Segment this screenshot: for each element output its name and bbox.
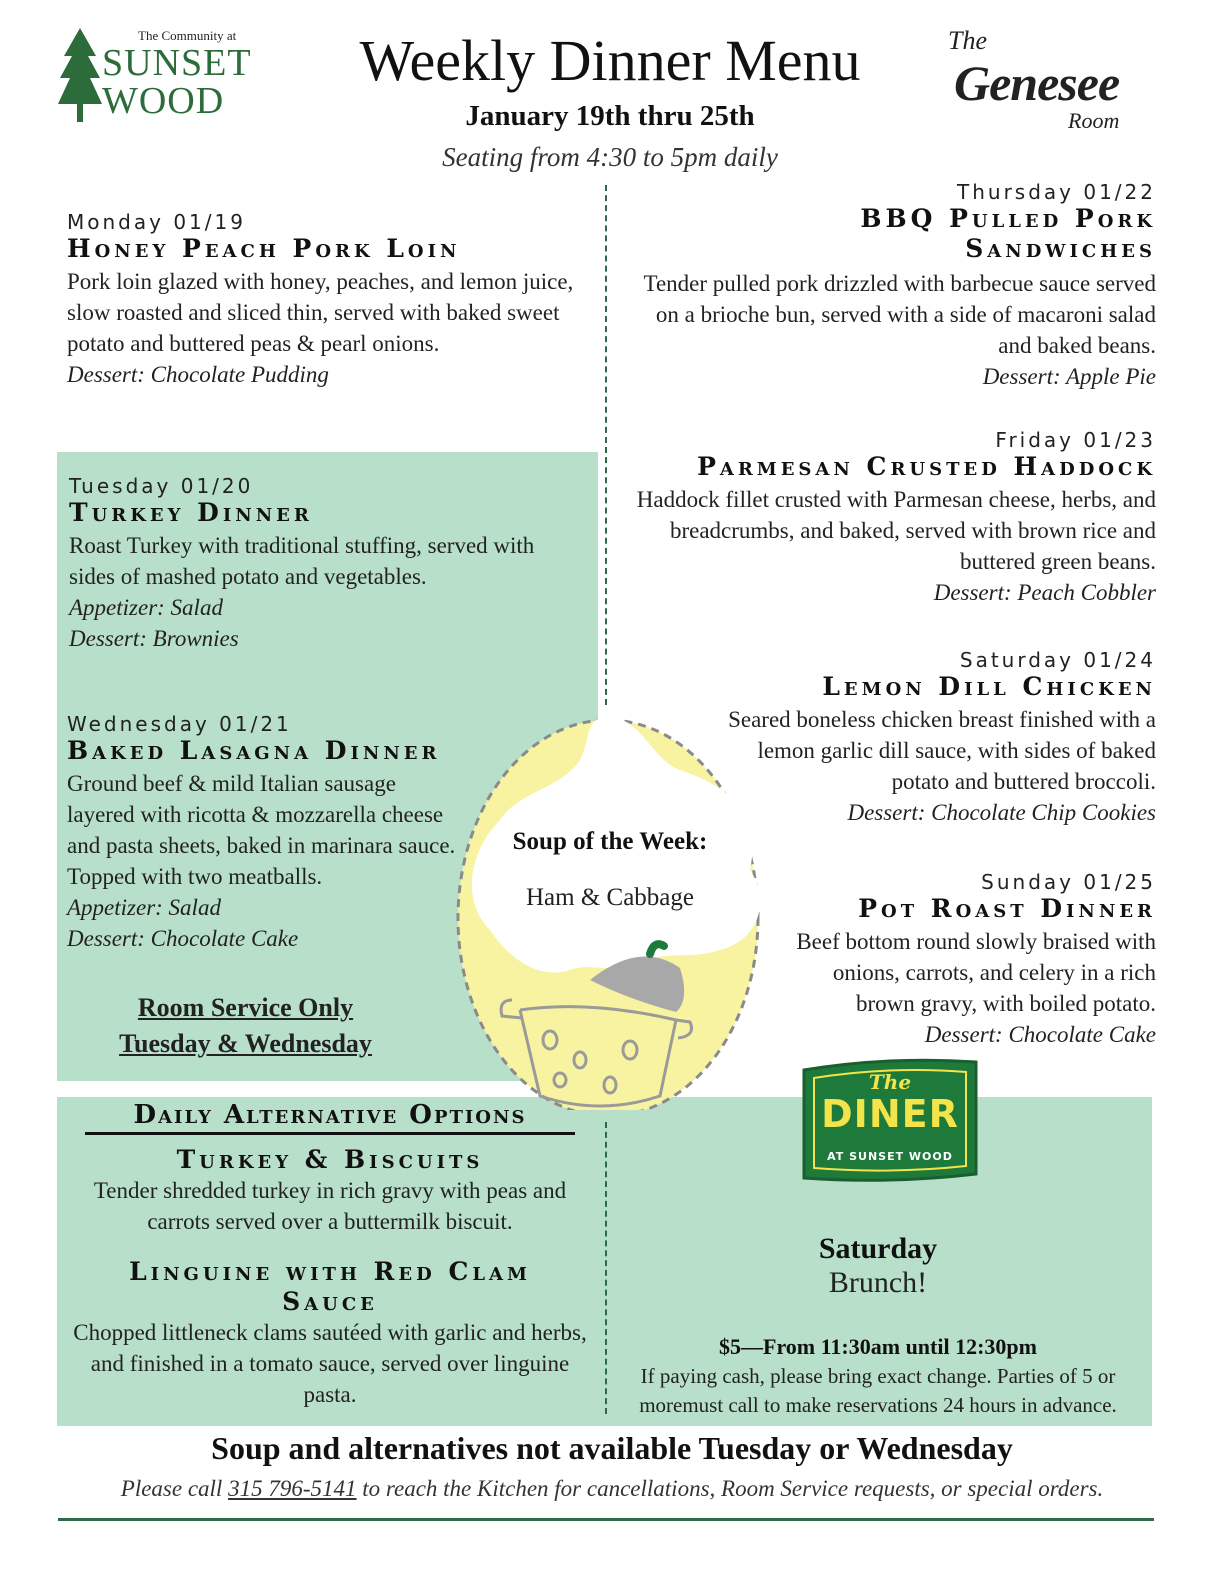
- room-service-note: [67, 990, 424, 1062]
- sunday-label: Sunday 01/25: [981, 870, 1156, 894]
- alt-item-1-name: Turkey & Biscuits: [176, 1145, 484, 1174]
- room-service-line1: Room Service Only: [137, 993, 354, 1022]
- date-range: January 19th thru 25th: [465, 100, 755, 132]
- logo-word-sunset: SUNSET: [102, 42, 252, 84]
- alternatives-title: Daily Alternative Options: [133, 1100, 527, 1130]
- thursday-label: Thursday 01/22: [957, 180, 1156, 204]
- thursday-dessert: Dessert: Apple Pie: [982, 364, 1156, 389]
- alternatives-block: [62, 1100, 598, 1410]
- footer-contact-post: to reach the Kitchen for cancellations, Room Service requests, or special orders.: [356, 1476, 1104, 1501]
- brunch-block: [620, 1232, 1136, 1420]
- wednesday-dessert: Dessert: Chocolate Cake: [67, 926, 299, 951]
- footer-rule: [58, 1518, 1154, 1521]
- alternatives-title-rule: [85, 1132, 575, 1135]
- monday-block: [67, 210, 587, 390]
- genesee-room-logo: [940, 26, 1140, 136]
- monday-description: Pork loin glazed with honey, peaches, and lemon juice, slow roasted and sliced thin, served with baked sweet potato and buttered peas & pearl onions.: [67, 269, 574, 356]
- friday-dish: Parmesan Crusted Haddock: [697, 452, 1156, 481]
- saturday-dessert: Dessert: Chocolate Chip Cookies: [847, 800, 1156, 825]
- logo-word-wood: WOOD: [102, 80, 225, 122]
- tuesday-dessert: Dessert: Brownies: [69, 626, 239, 651]
- monday-label: Monday 01/19: [67, 210, 246, 234]
- footer-contact-pre: Please call: [120, 1476, 229, 1501]
- tuesday-block: [69, 474, 579, 654]
- soup-name: Ham & Cabbage: [525, 884, 694, 911]
- thursday-description: Tender pulled pork drizzled with barbecue sauce served on a brioche bun, served with a side of macaroni salad and baked beans.: [643, 271, 1156, 358]
- thursday-block: [640, 180, 1156, 392]
- logo-tagline: The Community at: [138, 28, 237, 43]
- saturday-label: Saturday 01/24: [959, 648, 1156, 672]
- brunch-note: If paying cash, please bring exact change. Parties of 5 or moremust call to make reservations 24 hours in advance.: [639, 1364, 1117, 1417]
- tree-icon: [58, 26, 102, 126]
- brunch-price: $5—From 11:30am until 12:30pm: [719, 1334, 1037, 1359]
- soup-title: Soup of the Week:: [512, 828, 708, 855]
- diner-logo: [800, 1056, 980, 1186]
- tuesday-label: Tuesday 01/20: [69, 474, 254, 498]
- room-service-line2: Tuesday & Wednesday: [119, 1029, 372, 1058]
- column-divider-top: [605, 185, 607, 705]
- wednesday-label: Wednesday 01/21: [67, 712, 292, 736]
- monday-dessert: Dessert: Chocolate Pudding: [67, 362, 329, 387]
- friday-dessert: Dessert: Peach Cobbler: [933, 580, 1156, 605]
- alt-item-1-description: Tender shredded turkey in rich gravy with peas and carrots served over a buttermilk biscuit.: [93, 1178, 567, 1234]
- thursday-dish-line1: BBQ Pulled Pork: [860, 204, 1156, 233]
- sunday-dessert: Dessert: Chocolate Cake: [924, 1022, 1156, 1047]
- column-divider-bottom: [605, 1122, 607, 1414]
- sunday-block: [780, 870, 1156, 1050]
- friday-description: Haddock fillet crusted with Parmesan cheese, herbs, and breadcrumbs, and baked, served with brown rice and buttered green beans.: [636, 487, 1156, 574]
- alt-item-2-name-line2: Sauce: [282, 1287, 378, 1316]
- diner-logo-name: DINER: [821, 1092, 959, 1136]
- footer-contact: [0, 1476, 1224, 1502]
- genesee-logo-the: The: [948, 26, 987, 55]
- alt-item-2-description: Chopped littleneck clams sautéed with garlic and herbs, and finished in a tomato sauce, served over linguine pasta.: [73, 1320, 587, 1407]
- thursday-dish-line2: Sandwiches: [965, 234, 1156, 263]
- sunday-description: Beef bottom round slowly braised with onions, carrots, and celery in a rich brown gravy, with boiled potato.: [796, 929, 1156, 1016]
- tuesday-description: Roast Turkey with traditional stuffing, served with sides of mashed potato and vegetables.: [69, 533, 535, 589]
- wednesday-dish: Baked Lasagna Dinner: [67, 736, 441, 765]
- wednesday-block: [67, 712, 467, 954]
- tuesday-dish: Turkey Dinner: [69, 498, 313, 527]
- genesee-logo-name: Genesee: [954, 55, 1120, 111]
- diner-logo-sub: AT SUNSET WOOD: [827, 1150, 953, 1163]
- saturday-description: Seared boneless chicken breast finished with a lemon garlic dill sauce, with sides of baked potato and buttered broccoli.: [728, 707, 1156, 794]
- footer-notice: Soup and alternatives not available Tuesday or Wednesday: [211, 1430, 1013, 1466]
- friday-block: [620, 428, 1156, 608]
- tuesday-appetizer: Appetizer: Salad: [69, 595, 223, 620]
- alt-item-2-name-line1: Linguine with Red Clam: [129, 1257, 531, 1286]
- saturday-dish: Lemon Dill Chicken: [822, 672, 1156, 701]
- phone-link[interactable]: 315 796-5141: [228, 1476, 357, 1501]
- genesee-logo-room: Room: [1068, 108, 1120, 133]
- brunch-word: Brunch!: [828, 1266, 928, 1299]
- sunday-dish: Pot Roast Dinner: [858, 894, 1156, 923]
- wednesday-description: Ground beef & mild Italian sausage layered with ricotta & mozzarella cheese and pasta sheets, baked in marinara sauce. Topped with two meatballs.: [67, 771, 456, 889]
- page-title: Weekly Dinner Menu: [359, 28, 861, 93]
- wednesday-appetizer: Appetizer: Salad: [67, 895, 221, 920]
- saturday-block: [700, 648, 1156, 828]
- brunch-day: Saturday: [818, 1232, 938, 1265]
- sunset-wood-logo: [58, 26, 258, 126]
- friday-label: Friday 01/23: [995, 428, 1156, 452]
- seating-times: Seating from 4:30 to 5pm daily: [442, 142, 778, 172]
- monday-dish: Honey Peach Pork Loin: [67, 234, 461, 263]
- diner-logo-the: The: [868, 1070, 912, 1094]
